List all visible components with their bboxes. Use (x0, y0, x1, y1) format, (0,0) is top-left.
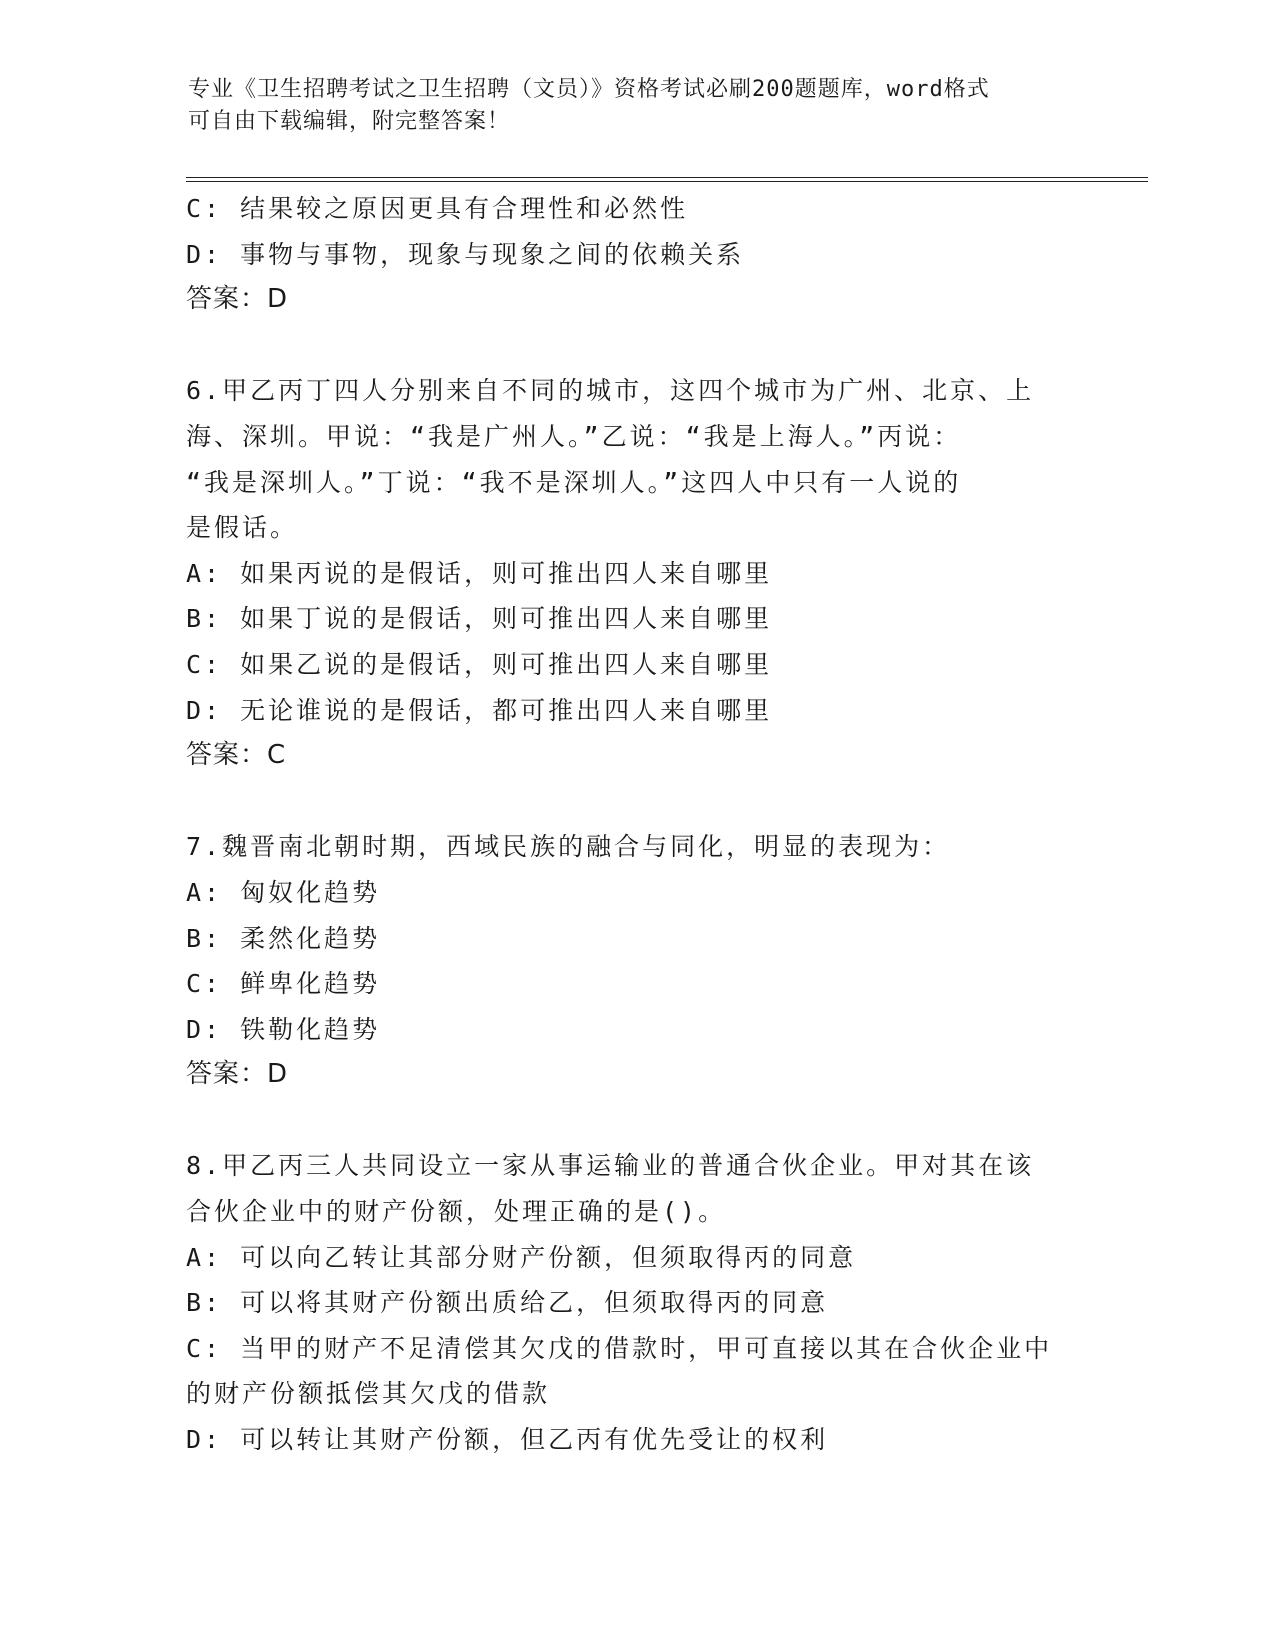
q7-stem-line: 7.魏晋南北朝时期，西域民族的融合与同化，明显的表现为： (186, 832, 951, 862)
q8-option-a: A: 可以向乙转让其部分财产份额，但须取得丙的同意 (186, 1242, 857, 1272)
q6-option-d: D: 无论谁说的是假话，都可推出四人来自哪里 (186, 695, 773, 725)
q8-option-d: D: 可以转让其财产份额，但乙丙有优先受让的权利 (186, 1425, 829, 1455)
q5-answer: 答案：D (186, 284, 289, 315)
q6-stem-line: 海、深圳。甲说：“我是广州人。”乙说：“我是上海人。”丙说： (186, 421, 962, 451)
q8-stem-line: 合伙企业中的财产份额，处理正确的是()。 (186, 1197, 727, 1227)
q8-option-b: B: 可以将其财产份额出质给乙，但须取得丙的同意 (186, 1288, 829, 1318)
q5-option-d: D: 事物与事物，现象与现象之间的依赖关系 (186, 239, 745, 269)
spacer (186, 1098, 1086, 1144)
q7-option-d: D: 铁勒化趋势 (186, 1014, 381, 1044)
q6-option-a: A: 如果丙说的是假话，则可推出四人来自哪里 (186, 558, 773, 588)
q8-option-c: C: 当甲的财产不足清偿其欠戊的借款时，甲可直接以其在合伙企业中 (186, 1333, 1053, 1363)
q6-option-c: C: 如果乙说的是假话，则可推出四人来自哪里 (186, 649, 773, 679)
q5-option-c: C: 结果较之原因更具有合理性和必然性 (186, 194, 689, 223)
header-title-line-2: 可自由下载编辑，附完整答案！ (188, 109, 511, 134)
document-header (188, 74, 1068, 138)
q7-option-b: B: 柔然化趋势 (186, 923, 381, 953)
q8-stem-line: 8.甲乙丙三人共同设立一家从事运输业的普通合伙企业。甲对其在该 (186, 1151, 1035, 1181)
q6-option-b: B: 如果丁说的是假话，则可推出四人来自哪里 (186, 604, 773, 634)
q8-option-c-continued: 的财产份额抵偿其欠戊的借款 (186, 1379, 551, 1409)
q6-answer: 答案：C (186, 740, 287, 771)
header-divider-top (186, 177, 1148, 178)
question-content (186, 186, 1086, 1463)
spacer (186, 323, 1086, 369)
q7-option-c: C: 鲜卑化趋势 (186, 969, 381, 999)
header-title-line-1: 专业《卫生招聘考试之卫生招聘（文员）》资格考试必刷200题题库，word格式 (188, 77, 990, 102)
q7-option-a: A: 匈奴化趋势 (186, 877, 381, 907)
q6-stem-line: “我是深圳人。”丁说：“我不是深圳人。”这四人中只有一人说的 (186, 467, 962, 497)
spacer (186, 779, 1086, 825)
header-divider-bottom (186, 181, 1148, 182)
q6-stem-line: 是假话。 (186, 513, 299, 543)
q7-answer: 答案：D (186, 1059, 289, 1090)
q6-stem-line: 6.甲乙丙丁四人分别来自不同的城市，这四个城市为广州、北京、上 (186, 376, 1035, 406)
